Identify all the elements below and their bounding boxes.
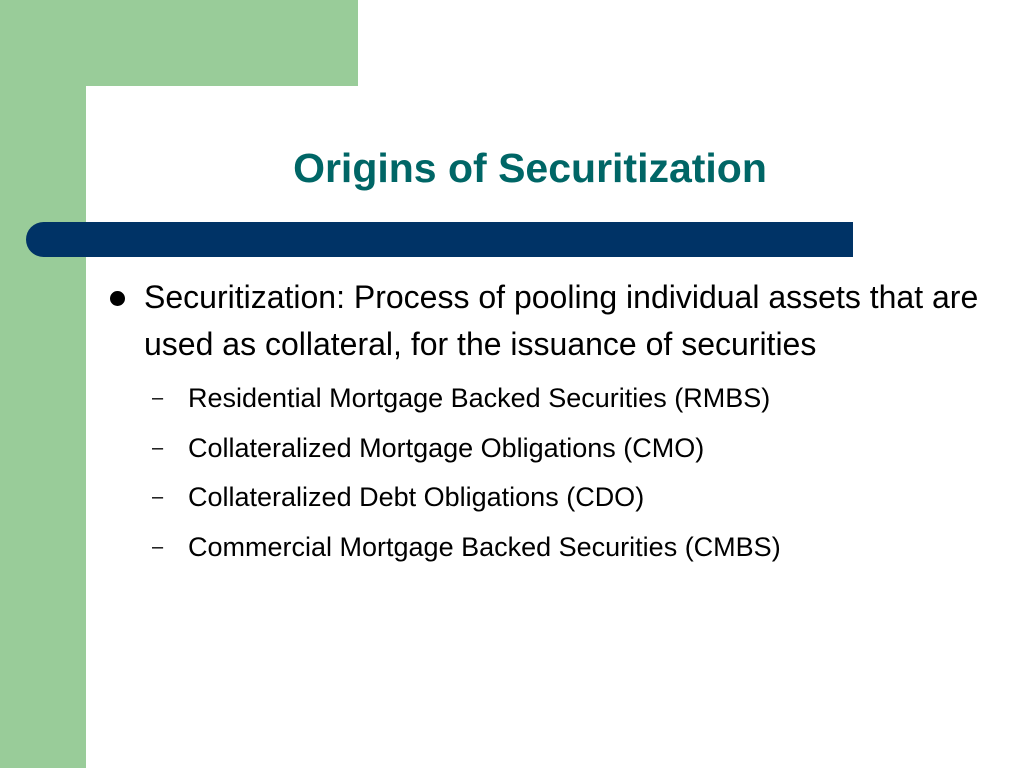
bullet-dot-icon — [110, 291, 125, 306]
sub-bullet-text: Collateralized Debt Obligations (CDO) — [188, 482, 645, 512]
sub-bullet-item — [152, 473, 980, 523]
dash-icon: – — [152, 535, 164, 558]
sub-bullet-item — [152, 523, 980, 573]
slide-content — [100, 274, 980, 572]
sub-bullet-text: Collateralized Mortgage Obligations (CMO) — [188, 432, 705, 463]
slide-title: Origins of Securitization — [293, 145, 767, 191]
sub-bullet-text: Residential Mortgage Backed Securities (RMBS) — [188, 383, 771, 413]
sub-bullet-item — [152, 374, 980, 424]
dash-icon: – — [152, 436, 164, 459]
dash-icon: – — [152, 387, 164, 409]
bullet-text: Securitization: Process of pooling individual assets that are used as collateral, for the issuance of securities — [144, 279, 979, 362]
green-sidebar-decoration — [0, 0, 86, 768]
title-underline-bar — [26, 222, 853, 257]
dash-icon: – — [152, 486, 164, 508]
bullet-item — [100, 274, 980, 368]
green-top-decoration — [0, 0, 358, 86]
sub-bullet-text: Commercial Mortgage Backed Securities (CMBS) — [188, 531, 781, 562]
sub-bullet-list — [100, 374, 980, 572]
sub-bullet-item — [152, 424, 980, 474]
